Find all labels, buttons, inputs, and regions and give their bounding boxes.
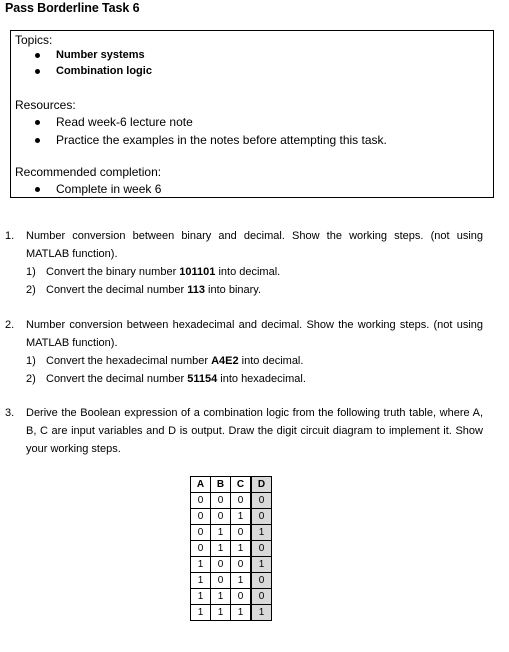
- table-row: [191, 509, 272, 525]
- sub-number: 2): [26, 373, 36, 385]
- sub-number: 1): [26, 355, 36, 367]
- table-cell: 0: [211, 493, 231, 509]
- sub-number: 1): [26, 266, 36, 278]
- table-cell: 1: [211, 589, 231, 605]
- table-cell: 0: [211, 573, 231, 589]
- table-cell: 0: [251, 493, 272, 509]
- table-cell: 1: [211, 541, 231, 557]
- completion-text: Complete in week 6: [56, 182, 162, 196]
- topic-item: [35, 49, 145, 61]
- page-title: Pass Borderline Task 6: [5, 1, 140, 15]
- sub-text-pre: Convert the hexadecimal number: [46, 355, 212, 367]
- table-cell: 0: [231, 493, 252, 509]
- bullet-icon: [35, 69, 40, 74]
- resources-label: Resources:: [15, 98, 76, 112]
- sub-text-value: A4E2: [211, 355, 239, 367]
- bullet-icon: [35, 53, 40, 58]
- table-cell: 0: [191, 493, 211, 509]
- table-row: [191, 573, 272, 589]
- column-header: D: [251, 477, 272, 493]
- completion-item: [35, 182, 161, 196]
- table-cell: 1: [191, 557, 211, 573]
- sub-question: [26, 281, 483, 299]
- sub-text: [46, 263, 280, 281]
- table-cell: 1: [231, 509, 252, 525]
- column-header: B: [211, 477, 231, 493]
- table-cell: 1: [211, 605, 231, 621]
- bullet-icon: [35, 120, 40, 125]
- table-cell: 1: [251, 557, 272, 573]
- table-row: [191, 541, 272, 557]
- bullet-icon: [35, 138, 40, 143]
- question-text: Number conversion between hexadecimal and decimal. Show the working steps. (not using MATLAB function).: [26, 319, 483, 349]
- sub-text-value: 101101: [179, 266, 216, 278]
- topics-label: Topics:: [15, 33, 53, 47]
- sub-question: [26, 352, 483, 370]
- question-text: Number conversion between binary and decimal. Show the working steps. (not using MATLAB function).: [26, 230, 483, 260]
- question-2: [5, 316, 483, 388]
- table-row: [191, 589, 272, 605]
- truth-table: [190, 476, 272, 621]
- table-cell: 0: [231, 525, 252, 541]
- table-cell: 1: [191, 573, 211, 589]
- sub-question: [26, 370, 483, 388]
- table-cell: 0: [191, 525, 211, 541]
- table-cell: 1: [231, 541, 252, 557]
- table-cell: 0: [211, 509, 231, 525]
- sub-text-post: into decimal.: [215, 266, 281, 278]
- question-1: [5, 227, 483, 299]
- question-text: Derive the Boolean expression of a combination logic from the following truth table, where A, B, C are input variables and D is output. Draw the digit circuit diagram to implement it. Show your working steps.: [26, 407, 483, 455]
- table-cell: 0: [191, 509, 211, 525]
- info-box: [10, 30, 494, 198]
- sub-text-value: 113: [187, 284, 205, 296]
- bullet-icon: [35, 187, 40, 192]
- sub-text-post: into binary.: [204, 284, 262, 296]
- sub-text: [46, 370, 306, 388]
- resource-item: [35, 115, 193, 129]
- question-3: [5, 404, 483, 458]
- column-header: A: [191, 477, 211, 493]
- sub-text-post: into decimal.: [238, 355, 304, 367]
- table-row: [191, 605, 272, 621]
- table-cell: 0: [251, 589, 272, 605]
- table-cell: 0: [231, 589, 252, 605]
- sub-text-pre: Convert the binary number: [46, 266, 180, 278]
- topic-text: Number systems: [56, 49, 145, 61]
- resource-text: Practice the examples in the notes before attempting this task.: [56, 133, 387, 147]
- resource-text: Read week-6 lecture note: [56, 115, 193, 129]
- column-header: C: [231, 477, 252, 493]
- topic-text: Combination logic: [56, 65, 152, 77]
- table-cell: 0: [251, 541, 272, 557]
- table-cell: 0: [211, 557, 231, 573]
- table-cell: 0: [191, 541, 211, 557]
- table-row: [191, 525, 272, 541]
- sub-text-pre: Convert the decimal number: [46, 284, 188, 296]
- table-cell: 1: [211, 525, 231, 541]
- question-number: 3.: [5, 407, 15, 419]
- table-header-row: [191, 477, 272, 493]
- sub-text-pre: Convert the decimal number: [46, 373, 188, 385]
- resource-item: [35, 133, 387, 147]
- sub-text: [46, 352, 303, 370]
- table-cell: 1: [251, 525, 272, 541]
- table-cell: 1: [191, 589, 211, 605]
- table-cell: 1: [231, 605, 252, 621]
- question-number: 2.: [5, 319, 15, 331]
- table-cell: 1: [191, 605, 211, 621]
- table-cell: 0: [251, 509, 272, 525]
- question-number: 1.: [5, 230, 15, 242]
- table-cell: 1: [231, 573, 252, 589]
- sub-text-value: 51154: [187, 373, 218, 385]
- sub-text-post: into hexadecimal.: [217, 373, 306, 385]
- sub-text: [46, 281, 261, 299]
- topic-item: [35, 65, 152, 77]
- sub-number: 2): [26, 284, 36, 296]
- table-row: [191, 493, 272, 509]
- table-cell: 0: [251, 573, 272, 589]
- table-cell: 1: [251, 605, 272, 621]
- completion-label: Recommended completion:: [15, 165, 162, 179]
- table-row: [191, 557, 272, 573]
- sub-question: [26, 263, 483, 281]
- table-cell: 0: [231, 557, 252, 573]
